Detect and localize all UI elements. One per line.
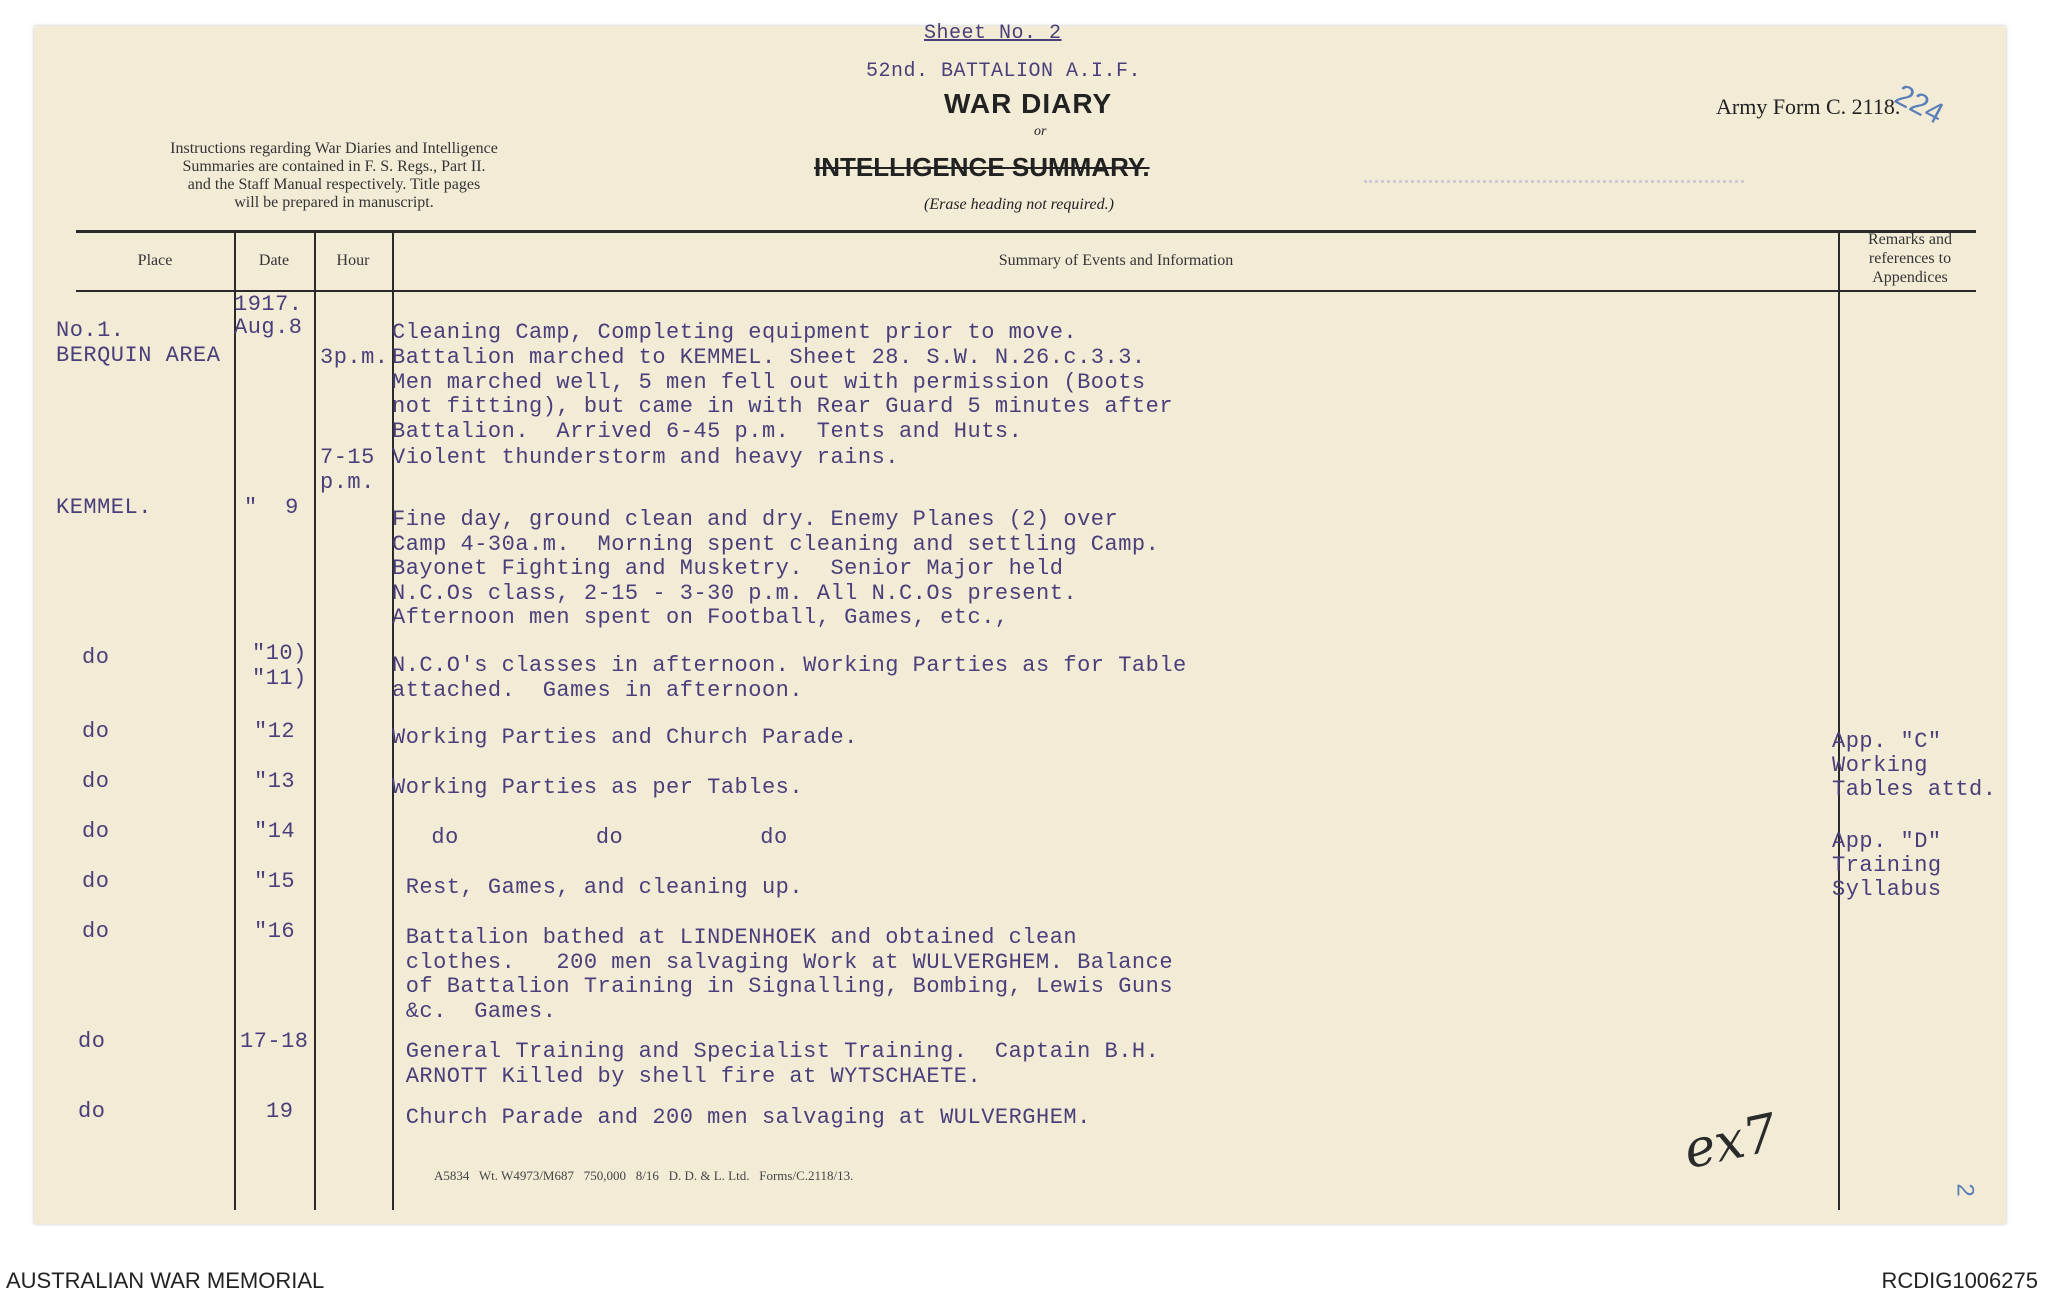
instructions-line: and the Staff Manual respectively. Title pages <box>187 176 481 193</box>
column-divider-place <box>234 230 236 1210</box>
column-header-remarks-line: Appendices <box>1872 269 1948 286</box>
entry-date: "10) "11) <box>252 641 307 691</box>
instructions-line: Instructions regarding War Diaries and Intelligence <box>170 140 498 157</box>
bleed-through-marks <box>1364 156 1744 183</box>
entry-date: "12 <box>254 719 296 744</box>
page-corner-number: 2 <box>1951 1183 1979 1197</box>
instructions-block <box>124 140 544 212</box>
instructions-line: Summaries are contained in F. S. Regs., Part II. <box>182 158 486 175</box>
entry-place: KEMMEL. <box>56 495 152 520</box>
entry-summary: Battalion bathed at LINDENHOEK and obtained clean clothes. 200 men salvaging Work at WULVERGHEM. Balance of Battalion Training in Signalling, Bombing, Lewis Guns &c. Games. <box>405 925 1174 1024</box>
table-header-rule <box>76 290 1976 292</box>
column-header-date: Date <box>258 252 290 269</box>
table-top-rule <box>76 230 1976 233</box>
entry-summary: Battalion marched to KEMMEL. Sheet 28. S.W. N.26.c.3.3. Men marched well, 5 men fell out with permission (Boots not fitting), but came in with Rear Guard 5 minutes after Battalion. Arrived 6-45 p.m. Tents and Huts. <box>392 345 1174 444</box>
column-header-remarks-line: Remarks and <box>1868 231 1952 248</box>
entry-summary: Rest, Games, and cleaning up. <box>392 875 804 900</box>
entry-summary: Cleaning Camp, Completing equipment prior to move. <box>392 320 1078 345</box>
entry-date: "16 <box>254 919 296 944</box>
entry-summary: do do do <box>404 825 788 850</box>
entry-summary: Violent thunderstorm and heavy rains. <box>392 445 899 470</box>
entry-place: No.1. BERQUIN AREA <box>56 318 221 368</box>
entry-hour: 3p.m. <box>320 345 389 370</box>
entry-place: do <box>82 819 110 844</box>
footer-credit: AUSTRALIAN WAR MEMORIAL <box>6 1268 325 1293</box>
entry-date: "14 <box>254 819 296 844</box>
entry-summary: Working Parties and Church Parade. <box>392 725 858 750</box>
entry-date: "13 <box>254 769 296 794</box>
entry-place: do <box>78 1099 106 1124</box>
entry-summary: Working Parties as per Tables. <box>392 775 804 800</box>
entry-place: do <box>82 869 110 894</box>
battalion-name: 52nd. BATTALION A.I.F. <box>866 60 1142 83</box>
entry-summary: N.C.O's classes in afternoon. Working Parties as for Table attached. Games in afternoon. <box>392 653 1187 703</box>
column-header-place: Place <box>137 252 173 269</box>
column-header-remarks-line: references to <box>1868 250 1952 267</box>
instructions-line: will be prepared in manuscript. <box>234 194 434 211</box>
column-divider-remarks <box>1838 230 1840 1210</box>
entry-place: do <box>82 769 110 794</box>
intelligence-summary-heading: INTELLIGENCE SUMMARY. <box>814 152 1150 182</box>
entry-date: 19 <box>266 1099 294 1124</box>
footer-record-id: RCDIG1006275 <box>1881 1268 2038 1293</box>
entry-date: " 9 <box>244 495 299 520</box>
entry-hour: 7-15 p.m. <box>320 445 375 495</box>
army-form-label: Army Form C. 2118. <box>1716 94 1901 119</box>
or-word: or <box>1034 124 1047 139</box>
entry-place: do <box>82 645 110 670</box>
page-title: WAR DIARY <box>944 88 1113 119</box>
entry-summary: Fine day, ground clean and dry. Enemy Planes (2) over Camp 4-30a.m. Morning spent cleaning and settling Camp. Bayonet Fighting and Musketry. Senior Major held N.C.Os class, 2-15 - 3-30 p.m. All N.C.Os present. Afternoon men spent on Football, Games, etc., <box>392 507 1160 630</box>
printer-imprint: A5834 Wt. W4973/M687 750,000 8/16 D. D. & L. Ltd. Forms/C.2118/13. <box>434 1168 854 1183</box>
entry-place: do <box>82 919 110 944</box>
column-header-summary: Summary of Events and Information <box>998 252 1234 269</box>
entry-date: "15 <box>254 869 296 894</box>
entry-place: do <box>82 719 110 744</box>
remark-appendix-c: App. "C" Working Tables attd. <box>1832 729 1997 802</box>
entry-summary: General Training and Specialist Training. Captain B.H. ARNOTT Killed by shell fire at WYTSCHAETE. <box>405 1039 1160 1089</box>
entry-date: Aug.8 <box>234 315 303 340</box>
folio-number: 224 <box>1889 78 1950 131</box>
entry-date: 17-18 <box>240 1029 309 1054</box>
sheet-number: Sheet No. 2 <box>924 22 1062 45</box>
year: 1917. <box>234 292 303 317</box>
entry-place: do <box>78 1029 106 1054</box>
column-header-hour: Hour <box>336 252 370 269</box>
column-divider-date <box>314 230 316 1210</box>
diary-sheet <box>34 22 2006 1224</box>
handwritten-initials: ex7 <box>1678 1102 1783 1182</box>
column-header-remarks <box>1840 230 1980 287</box>
erase-heading-note: (Erase heading not required.) <box>924 196 1114 213</box>
entry-summary: Church Parade and 200 men salvaging at WULVERGHEM. <box>392 1105 1091 1130</box>
remark-appendix-d: App. "D" Training Syllabus <box>1832 829 1942 902</box>
